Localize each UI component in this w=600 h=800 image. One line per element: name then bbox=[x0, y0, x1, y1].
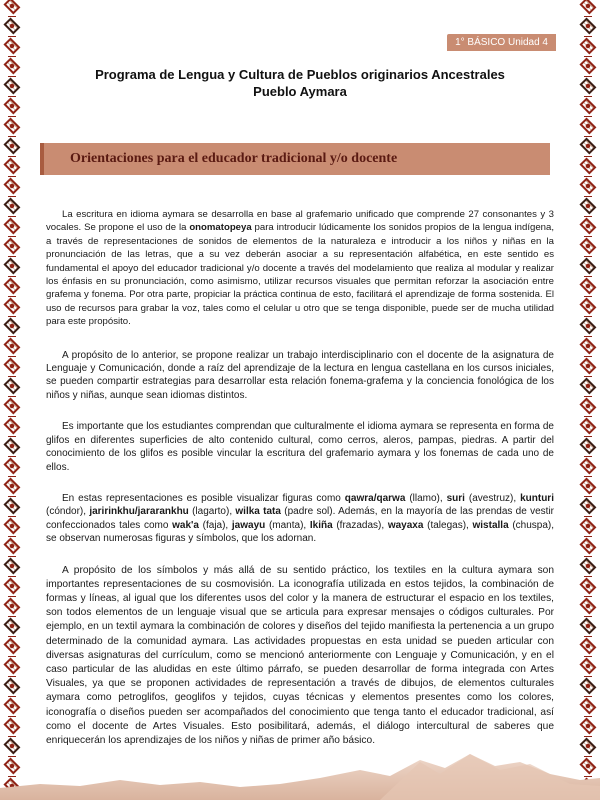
border-dash bbox=[584, 636, 592, 637]
p4-text: En estas representaciones es posible visualizar figuras como bbox=[62, 492, 345, 504]
border-dash bbox=[8, 76, 16, 77]
border-motif-icon bbox=[580, 397, 597, 414]
paragraph-1-text-c: para introducir lúdicamente los sonidos propios de la lengua indígena, a través de representaciones de sonidos de elementos de la naturaleza e introducir a los niños y niñas en la pronunciación de las letras, que a su vez deberán asociar a su representación alfabética, en este sentido es fundamental el apoyo del educador tradicional y/o docente a través del modelamiento que realiza al modular y realizar los énfasis en su pronunciación, como asimismo, utilizar recursos visuales que permitan reforzar la asociación entre grafema y fonema. Por otra parte, propiciar la práctica continua de esto, facilitará el aprendizaje de forma sostenida. El uso de recursos para grabar la voz, tales como el celular u otro que se tenga disponible, puede ser de mucha utilidad para este propósito. bbox=[46, 222, 555, 328]
border-dash bbox=[8, 516, 16, 517]
border-motif-icon bbox=[4, 357, 21, 374]
border-dash bbox=[8, 656, 16, 657]
border-motif-icon bbox=[4, 397, 21, 414]
border-dash bbox=[8, 576, 16, 577]
border-dash bbox=[8, 36, 16, 37]
border-dash bbox=[8, 316, 16, 317]
border-motif-icon bbox=[4, 697, 21, 714]
term-jaririnkhu: jaririnkhu/jararankhu bbox=[89, 506, 189, 518]
title-line-2: Pueblo Aymara bbox=[253, 84, 347, 99]
border-motif-icon bbox=[4, 17, 21, 34]
title-line-1: Programa de Lengua y Cultura de Pueblos originarios Ancestrales bbox=[95, 67, 505, 82]
border-dash bbox=[8, 336, 16, 337]
border-motif-icon bbox=[580, 0, 597, 14]
border-dash bbox=[584, 696, 592, 697]
border-dash bbox=[584, 16, 592, 17]
border-dash bbox=[584, 596, 592, 597]
border-motif-icon bbox=[4, 517, 21, 534]
p4-text: (frazadas), bbox=[332, 519, 388, 531]
border-dash bbox=[8, 236, 16, 237]
border-dash bbox=[8, 136, 16, 137]
term-suri: suri bbox=[446, 492, 465, 504]
border-motif-icon bbox=[580, 117, 597, 134]
border-motif-icon bbox=[580, 137, 597, 154]
border-dash bbox=[584, 456, 592, 457]
paragraph-2: A propósito de lo anterior, se propone realizar un trabajo interdisciplinario con el docente de la asignatura de Lenguaje y Comunicación, donde a raíz del aprendizaje de la lectura en lengua castellana en los cursos iniciales, se pueden compartir estrategias para desarrollar esta relación fonema-grafema y la conciencia fonológica de los niños y niñas, aunque sean idiomas distintos. bbox=[46, 349, 554, 401]
border-dash bbox=[584, 156, 592, 157]
border-dash bbox=[584, 216, 592, 217]
border-motif-icon bbox=[4, 0, 21, 14]
border-dash bbox=[584, 576, 592, 577]
border-dash bbox=[584, 536, 592, 537]
border-motif-icon bbox=[4, 597, 21, 614]
border-motif-icon bbox=[4, 77, 21, 94]
p4-text: (avestruz), bbox=[464, 492, 521, 504]
p4-text: (cóndor), bbox=[46, 506, 90, 518]
border-motif-icon bbox=[4, 297, 21, 314]
term-jawayu: jawayu bbox=[231, 519, 266, 531]
unit-tag: 1° BÁSICO Unidad 4 bbox=[447, 34, 556, 51]
border-dash bbox=[584, 96, 592, 97]
border-motif-icon bbox=[4, 37, 21, 54]
border-motif-icon bbox=[580, 377, 597, 394]
border-dash bbox=[584, 356, 592, 357]
border-dash bbox=[584, 336, 592, 337]
term-onomatopeya: onomatopeya bbox=[189, 222, 252, 234]
border-dash bbox=[584, 76, 592, 77]
border-dash bbox=[584, 256, 592, 257]
p4-text: (manta), bbox=[265, 519, 310, 531]
term-kunturi: kunturi bbox=[520, 492, 554, 504]
border-motif-icon bbox=[4, 317, 21, 334]
border-dash bbox=[8, 96, 16, 97]
border-dash bbox=[584, 276, 592, 277]
border-dash bbox=[8, 716, 16, 717]
border-dash bbox=[8, 196, 16, 197]
border-motif-icon bbox=[4, 217, 21, 234]
border-motif-icon bbox=[580, 437, 597, 454]
border-motif-icon bbox=[580, 277, 597, 294]
border-dash bbox=[8, 16, 16, 17]
border-motif-icon bbox=[580, 197, 597, 214]
border-dash bbox=[584, 556, 592, 557]
border-dash bbox=[584, 616, 592, 617]
border-dash bbox=[584, 676, 592, 677]
border-motif-icon bbox=[4, 657, 21, 674]
border-dash bbox=[8, 696, 16, 697]
border-dash bbox=[8, 376, 16, 377]
border-dash bbox=[8, 676, 16, 677]
border-motif-icon bbox=[4, 117, 21, 134]
border-motif-icon bbox=[580, 237, 597, 254]
border-dash bbox=[8, 416, 16, 417]
border-dash bbox=[584, 196, 592, 197]
content-body bbox=[46, 208, 554, 748]
border-dash bbox=[584, 716, 592, 717]
border-motif-icon bbox=[580, 517, 597, 534]
page-title bbox=[40, 66, 560, 100]
border-dash bbox=[8, 296, 16, 297]
border-motif-icon bbox=[4, 177, 21, 194]
border-dash bbox=[584, 116, 592, 117]
border-motif-icon bbox=[580, 457, 597, 474]
border-motif-icon bbox=[4, 197, 21, 214]
border-dash bbox=[8, 616, 16, 617]
border-motif-icon bbox=[4, 497, 21, 514]
p4-text: (chuspa), se observan numerosas figuras y símbolos, que los adornan. bbox=[46, 519, 555, 545]
border-motif-icon bbox=[580, 357, 597, 374]
border-motif-icon bbox=[4, 437, 21, 454]
section-heading: Orientaciones para el educador tradicional y/o docente bbox=[70, 151, 398, 166]
border-motif-icon bbox=[580, 217, 597, 234]
p4-text: (lagarto), bbox=[188, 506, 236, 518]
border-dash bbox=[8, 556, 16, 557]
border-dash bbox=[8, 496, 16, 497]
border-motif-icon bbox=[580, 597, 597, 614]
border-dash bbox=[8, 396, 16, 397]
section-banner bbox=[40, 143, 550, 175]
border-motif-icon bbox=[4, 137, 21, 154]
border-motif-icon bbox=[4, 237, 21, 254]
border-motif-icon bbox=[4, 257, 21, 274]
border-motif-icon bbox=[580, 637, 597, 654]
border-dash bbox=[584, 376, 592, 377]
border-motif-icon bbox=[4, 57, 21, 74]
border-motif-icon bbox=[4, 337, 21, 354]
border-motif-icon bbox=[580, 697, 597, 714]
border-dash bbox=[584, 656, 592, 657]
border-dash bbox=[584, 736, 592, 737]
term-wayaxa: wayaxa bbox=[387, 519, 424, 531]
border-motif-icon bbox=[580, 337, 597, 354]
border-dash bbox=[8, 356, 16, 357]
term-wistalla: wistalla bbox=[472, 519, 509, 531]
border-dash bbox=[8, 456, 16, 457]
border-motif-icon bbox=[4, 417, 21, 434]
border-motif-icon bbox=[580, 157, 597, 174]
border-dash bbox=[584, 416, 592, 417]
border-motif-icon bbox=[580, 297, 597, 314]
border-dash bbox=[8, 476, 16, 477]
border-motif-icon bbox=[4, 97, 21, 114]
p4-text: (padre sol). Además, en la mayoría de las prendas de vestir confeccionados tales como bbox=[46, 506, 554, 531]
p4-text: (talegas), bbox=[423, 519, 473, 531]
border-dash bbox=[584, 56, 592, 57]
paragraph-4 bbox=[46, 492, 554, 546]
border-dash bbox=[8, 256, 16, 257]
border-dash bbox=[584, 476, 592, 477]
paragraph-1-text-a: La escritura en idioma aymara se desarrolla en base al grafemario unificado que comprende 27 consonantes y 3 vocales. Se propone el uso de la bbox=[46, 209, 554, 234]
border-dash bbox=[8, 736, 16, 737]
term-ikina: Ikiña bbox=[309, 519, 333, 531]
border-motif-icon bbox=[580, 317, 597, 334]
border-motif-icon bbox=[580, 677, 597, 694]
border-motif-icon bbox=[4, 677, 21, 694]
border-dash bbox=[584, 316, 592, 317]
border-dash bbox=[8, 216, 16, 217]
border-motif-icon bbox=[580, 257, 597, 274]
term-waka: wak'a bbox=[172, 519, 199, 531]
border-dash bbox=[8, 536, 16, 537]
border-motif-icon bbox=[4, 457, 21, 474]
border-motif-icon bbox=[580, 557, 597, 574]
border-motif-icon bbox=[4, 717, 21, 734]
mountain-silhouette bbox=[0, 740, 600, 800]
border-motif-icon bbox=[4, 377, 21, 394]
border-dash bbox=[584, 36, 592, 37]
border-dash bbox=[584, 436, 592, 437]
border-motif-icon bbox=[580, 57, 597, 74]
border-dash bbox=[584, 136, 592, 137]
border-motif-icon bbox=[4, 617, 21, 634]
term-qawra: qawra/qarwa bbox=[344, 492, 406, 504]
border-dash bbox=[8, 156, 16, 157]
border-motif-icon bbox=[4, 537, 21, 554]
border-motif-icon bbox=[4, 157, 21, 174]
border-motif-icon bbox=[4, 477, 21, 494]
border-dash bbox=[8, 56, 16, 57]
border-motif-icon bbox=[580, 717, 597, 734]
border-motif-icon bbox=[580, 97, 597, 114]
border-motif-icon bbox=[580, 417, 597, 434]
border-motif-icon bbox=[580, 577, 597, 594]
border-dash bbox=[584, 496, 592, 497]
border-motif-icon bbox=[580, 177, 597, 194]
border-dash bbox=[584, 176, 592, 177]
border-motif-icon bbox=[4, 557, 21, 574]
p4-text: (llamo), bbox=[405, 492, 447, 504]
border-motif-icon bbox=[4, 577, 21, 594]
right-decorative-border bbox=[578, 0, 598, 800]
border-motif-icon bbox=[4, 637, 21, 654]
border-motif-icon bbox=[580, 17, 597, 34]
border-motif-icon bbox=[580, 617, 597, 634]
border-dash bbox=[584, 236, 592, 237]
left-decorative-border bbox=[2, 0, 22, 800]
border-dash bbox=[8, 436, 16, 437]
border-dash bbox=[584, 296, 592, 297]
border-dash bbox=[8, 636, 16, 637]
paragraph-5: A propósito de los símbolos y más allá de su sentido práctico, los textiles en la cultura aymara son importantes representaciones de su cosmovisión. La iconografía utilizada en estos tejidos, la combinación de formas y líneas, al igual que los diferentes usos del color y la manera de estructurar el espacio en los textiles, son todos elementos de un lenguaje visual que se articula para expresar mensajes o códigos culturales. Por ejemplo, en un textil aymara la combinación de colores y diseños del tejido manifiesta la pertenencia a un grupo determinado de la comunidad aymara. Las actividades propuestas en esta unidad se pueden articular con diversas asignaturas del currículum, como se mencionó anteriormente con Lenguaje y Comunicación, y en el caso particular de las aludidas en este último párrafo, se pueden desarrollar de forma integrada con Artes Visuales, ya que se proponen actividades de representación a través de dibujos, de elementos culturales aymara como petroglifos, geoglifos y tejidos, cuyas técnicas y elementos presentes como los colores, iconografía o diseños pueden ser acompañados del conocimiento que tenga tanto el educador tradicional, así como el docente de Artes Visuales. Esto posibilitará, además, el diálogo intercultural de saberes que enriquecerán los aprendizajes de los niños y niñas de primer año básico. bbox=[46, 564, 554, 746]
border-dash bbox=[584, 516, 592, 517]
border-motif-icon bbox=[4, 277, 21, 294]
border-motif-icon bbox=[580, 497, 597, 514]
p4-text: (faja), bbox=[198, 519, 232, 531]
border-motif-icon bbox=[580, 37, 597, 54]
border-dash bbox=[8, 176, 16, 177]
border-dash bbox=[8, 276, 16, 277]
border-dash bbox=[8, 596, 16, 597]
border-dash bbox=[584, 396, 592, 397]
border-motif-icon bbox=[580, 77, 597, 94]
paragraph-1 bbox=[46, 208, 554, 329]
border-motif-icon bbox=[580, 537, 597, 554]
border-motif-icon bbox=[580, 477, 597, 494]
border-motif-icon bbox=[580, 657, 597, 674]
paragraph-3: Es importante que los estudiantes comprendan que culturalmente el idioma aymara se representa en forma de glifos en diferentes superficies de alto contenido cultural, como cerros, aleros, pampas, piedras. A partir del conocimiento de los glifos es posible vincular la escritura del grafemario aymara y los fonemas de cada uno de ellos. bbox=[46, 421, 554, 473]
border-dash bbox=[8, 116, 16, 117]
term-wilka-tata: wilka tata bbox=[235, 506, 281, 518]
